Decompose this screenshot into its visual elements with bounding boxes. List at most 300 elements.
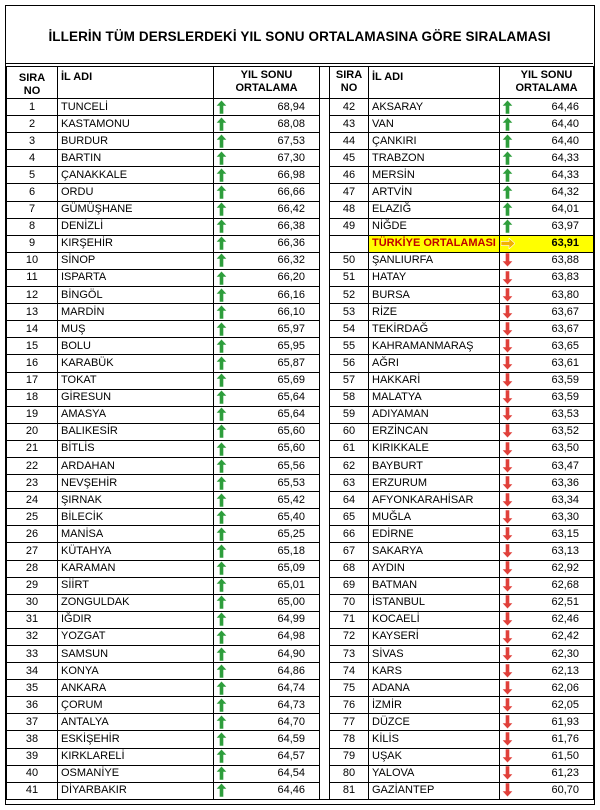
trend-cell xyxy=(214,133,230,150)
trend-cell xyxy=(500,765,516,782)
trend-cell xyxy=(214,680,230,697)
il-adi-cell: KONYA xyxy=(58,663,214,680)
ortalama-cell: 63,83 xyxy=(516,269,594,286)
il-adi-cell: ARDAHAN xyxy=(58,457,214,474)
il-adi-cell: AĞRI xyxy=(369,355,500,372)
il-adi-cell: OSMANİYE xyxy=(58,765,214,782)
trend-cell xyxy=(214,526,230,543)
ranking-table xyxy=(6,66,594,800)
trend-cell xyxy=(214,628,230,645)
table-row xyxy=(7,560,594,577)
trend-cell xyxy=(500,235,516,252)
arrow-up-icon xyxy=(216,647,227,661)
header-sira-no-left: SIRA NO xyxy=(7,67,58,99)
il-adi-cell: HAKKARİ xyxy=(369,372,500,389)
il-adi-cell: UŞAK xyxy=(369,748,500,765)
arrow-down-icon xyxy=(502,305,513,319)
trend-cell xyxy=(214,714,230,731)
sira-no-cell: 70 xyxy=(330,594,369,611)
ortalama-cell: 64,90 xyxy=(230,646,320,663)
document-frame xyxy=(5,5,595,805)
il-adi-cell: KARAMAN xyxy=(58,560,214,577)
trend-cell xyxy=(500,560,516,577)
arrow-up-icon xyxy=(216,459,227,473)
column-gap xyxy=(320,594,330,611)
column-gap xyxy=(320,628,330,645)
trend-cell xyxy=(500,287,516,304)
il-adi-cell: ÇORUM xyxy=(58,697,214,714)
trend-cell xyxy=(500,304,516,321)
sira-no-cell: 37 xyxy=(7,714,58,731)
trend-cell xyxy=(214,252,230,269)
sira-no-cell: 15 xyxy=(7,338,58,355)
ortalama-cell: 64,40 xyxy=(516,116,594,133)
arrow-down-icon xyxy=(502,253,513,267)
sira-no-cell: 10 xyxy=(7,252,58,269)
sira-no-cell: 41 xyxy=(7,782,58,799)
column-gap xyxy=(320,543,330,560)
sira-no-cell: 13 xyxy=(7,304,58,321)
page-title: İLLERİN TÜM DERSLERDEKİ YIL SONU ORTALAMASINA GÖRE SIRALAMASI xyxy=(48,29,551,44)
sira-no-cell: 77 xyxy=(330,714,369,731)
trend-cell xyxy=(214,287,230,304)
column-gap xyxy=(320,167,330,184)
trend-cell xyxy=(500,167,516,184)
turkiye-ortalamasi-value: 63,91 xyxy=(516,235,594,252)
title-box xyxy=(6,6,593,64)
arrow-down-icon xyxy=(502,664,513,678)
sira-no-cell: 17 xyxy=(7,372,58,389)
sira-no-cell: 20 xyxy=(7,423,58,440)
sira-no-cell: 58 xyxy=(330,389,369,406)
il-adi-cell: MERSİN xyxy=(369,167,500,184)
il-adi-cell: KARS xyxy=(369,663,500,680)
arrow-down-icon xyxy=(502,612,513,626)
ortalama-cell: 65,42 xyxy=(230,492,320,509)
ortalama-cell: 66,98 xyxy=(230,167,320,184)
trend-cell xyxy=(214,748,230,765)
column-gap xyxy=(320,423,330,440)
header-ortalama-left: YIL SONU ORTALAMA xyxy=(214,67,320,99)
trend-cell xyxy=(500,321,516,338)
arrow-up-icon xyxy=(216,339,227,353)
arrow-down-icon xyxy=(502,356,513,370)
column-gap xyxy=(320,116,330,133)
table-row xyxy=(7,133,594,150)
sira-no-cell: 12 xyxy=(7,287,58,304)
trend-cell xyxy=(500,663,516,680)
sira-no-cell: 38 xyxy=(7,731,58,748)
il-adi-cell: KOCAELİ xyxy=(369,611,500,628)
trend-cell xyxy=(214,765,230,782)
ortalama-cell: 63,97 xyxy=(516,218,594,235)
sira-no-cell: 73 xyxy=(330,646,369,663)
ortalama-cell: 63,13 xyxy=(516,543,594,560)
ortalama-cell: 64,54 xyxy=(230,765,320,782)
il-adi-cell: DENİZLİ xyxy=(58,218,214,235)
table-row xyxy=(7,646,594,663)
trend-cell xyxy=(214,167,230,184)
trend-cell xyxy=(500,372,516,389)
trend-cell xyxy=(214,731,230,748)
ortalama-cell: 65,25 xyxy=(230,526,320,543)
table-row xyxy=(7,287,594,304)
ortalama-cell: 63,59 xyxy=(516,372,594,389)
sira-no-cell: 57 xyxy=(330,372,369,389)
trend-cell xyxy=(500,423,516,440)
arrow-down-icon xyxy=(502,476,513,490)
sira-no-cell: 44 xyxy=(330,133,369,150)
ortalama-cell: 64,74 xyxy=(230,680,320,697)
column-gap xyxy=(320,457,330,474)
sira-no-cell: 54 xyxy=(330,321,369,338)
sira-no-cell: 40 xyxy=(7,765,58,782)
sira-no-cell: 19 xyxy=(7,406,58,423)
arrow-up-icon xyxy=(216,612,227,626)
ortalama-cell: 61,23 xyxy=(516,765,594,782)
trend-cell xyxy=(500,731,516,748)
column-gap xyxy=(320,99,330,116)
sira-no-cell: 27 xyxy=(7,543,58,560)
ortalama-cell: 65,87 xyxy=(230,355,320,372)
sira-no-cell: 45 xyxy=(330,150,369,167)
il-adi-cell: GAZİANTEP xyxy=(369,782,500,799)
sira-no-cell: 64 xyxy=(330,492,369,509)
il-adi-cell: DÜZCE xyxy=(369,714,500,731)
sira-no-cell: 79 xyxy=(330,748,369,765)
ortalama-cell: 62,30 xyxy=(516,646,594,663)
table-row xyxy=(7,304,594,321)
trend-cell xyxy=(500,680,516,697)
sira-no-cell: 6 xyxy=(7,184,58,201)
ortalama-cell: 65,95 xyxy=(230,338,320,355)
il-adi-cell: SAMSUN xyxy=(58,646,214,663)
trend-cell xyxy=(500,475,516,492)
arrow-up-icon xyxy=(216,544,227,558)
column-gap xyxy=(320,287,330,304)
table-row xyxy=(7,389,594,406)
trend-cell xyxy=(214,457,230,474)
arrow-up-icon xyxy=(216,322,227,336)
ortalama-cell: 61,76 xyxy=(516,731,594,748)
column-gap xyxy=(320,440,330,457)
arrow-down-icon xyxy=(502,322,513,336)
il-adi-cell: IĞDIR xyxy=(58,611,214,628)
trend-cell xyxy=(214,184,230,201)
sira-no-cell xyxy=(330,235,369,252)
arrow-down-icon xyxy=(502,544,513,558)
trend-cell xyxy=(214,594,230,611)
sira-no-cell: 52 xyxy=(330,287,369,304)
trend-cell xyxy=(214,663,230,680)
sira-no-cell: 53 xyxy=(330,304,369,321)
arrow-down-icon xyxy=(502,390,513,404)
arrow-down-icon xyxy=(502,561,513,575)
trend-cell xyxy=(214,492,230,509)
column-gap xyxy=(320,475,330,492)
sira-no-cell: 81 xyxy=(330,782,369,799)
sira-no-cell: 21 xyxy=(7,440,58,457)
arrow-down-icon xyxy=(502,595,513,609)
arrow-down-icon xyxy=(502,783,513,797)
arrow-up-icon xyxy=(216,595,227,609)
ortalama-cell: 64,98 xyxy=(230,628,320,645)
arrow-up-icon xyxy=(216,664,227,678)
trend-cell xyxy=(214,509,230,526)
il-adi-cell: AYDIN xyxy=(369,560,500,577)
arrow-down-icon xyxy=(502,339,513,353)
trend-cell xyxy=(214,406,230,423)
arrow-down-icon xyxy=(502,407,513,421)
ortalama-cell: 62,42 xyxy=(516,628,594,645)
ortalama-cell: 63,61 xyxy=(516,355,594,372)
turkiye-ortalamasi-label: TÜRKİYE ORTALAMASI xyxy=(369,235,500,252)
column-gap xyxy=(320,663,330,680)
sira-no-cell: 34 xyxy=(7,663,58,680)
ortalama-cell: 64,32 xyxy=(516,184,594,201)
trend-cell xyxy=(500,218,516,235)
arrow-down-icon xyxy=(502,459,513,473)
column-gap xyxy=(320,646,330,663)
ortalama-cell: 66,20 xyxy=(230,269,320,286)
arrow-down-icon xyxy=(502,681,513,695)
sira-no-cell: 28 xyxy=(7,560,58,577)
trend-cell xyxy=(214,269,230,286)
trend-cell xyxy=(500,184,516,201)
column-gap xyxy=(320,235,330,252)
arrow-up-icon xyxy=(216,715,227,729)
column-gap xyxy=(320,67,330,99)
trend-cell xyxy=(214,355,230,372)
ortalama-cell: 61,93 xyxy=(516,714,594,731)
trend-cell xyxy=(214,577,230,594)
arrow-up-icon xyxy=(216,630,227,644)
sira-no-cell: 61 xyxy=(330,440,369,457)
trend-cell xyxy=(214,782,230,799)
arrow-up-icon xyxy=(216,151,227,165)
arrow-up-icon xyxy=(216,561,227,575)
ortalama-cell: 66,42 xyxy=(230,201,320,218)
ortalama-cell: 64,46 xyxy=(230,782,320,799)
table-row xyxy=(7,594,594,611)
table-row xyxy=(7,218,594,235)
ranking-rows xyxy=(7,99,594,800)
sira-no-cell: 65 xyxy=(330,509,369,526)
il-adi-cell: BATMAN xyxy=(369,577,500,594)
header-il-adi-left: İL ADI xyxy=(58,67,214,99)
trend-cell xyxy=(500,526,516,543)
sira-no-cell: 31 xyxy=(7,611,58,628)
arrow-down-icon xyxy=(502,732,513,746)
sira-no-cell: 46 xyxy=(330,167,369,184)
arrow-down-icon xyxy=(502,527,513,541)
il-adi-cell: BAYBURT xyxy=(369,457,500,474)
arrow-down-icon xyxy=(502,578,513,592)
ortalama-cell: 65,97 xyxy=(230,321,320,338)
arrow-up-icon xyxy=(502,202,513,216)
trend-cell xyxy=(500,748,516,765)
il-adi-cell: AFYONKARAHİSAR xyxy=(369,492,500,509)
table-row xyxy=(7,184,594,201)
trend-cell xyxy=(500,509,516,526)
trend-cell xyxy=(500,594,516,611)
sira-no-cell: 36 xyxy=(7,697,58,714)
sira-no-cell: 60 xyxy=(330,423,369,440)
trend-cell xyxy=(500,338,516,355)
table-row xyxy=(7,355,594,372)
table-row xyxy=(7,611,594,628)
arrow-up-icon xyxy=(502,100,513,114)
ortalama-cell: 60,70 xyxy=(516,782,594,799)
il-adi-cell: ESKİŞEHİR xyxy=(58,731,214,748)
column-gap xyxy=(320,355,330,372)
column-gap xyxy=(320,372,330,389)
sira-no-cell: 22 xyxy=(7,457,58,474)
sira-no-cell: 24 xyxy=(7,492,58,509)
trend-cell xyxy=(214,611,230,628)
sira-no-cell: 26 xyxy=(7,526,58,543)
ortalama-cell: 66,38 xyxy=(230,218,320,235)
ortalama-cell: 62,13 xyxy=(516,663,594,680)
table-row xyxy=(7,577,594,594)
arrow-down-icon xyxy=(502,373,513,387)
table-row xyxy=(7,526,594,543)
sira-no-cell: 71 xyxy=(330,611,369,628)
header-row xyxy=(7,67,594,99)
ortalama-cell: 65,60 xyxy=(230,423,320,440)
arrow-up-icon xyxy=(216,527,227,541)
il-adi-cell: İZMİR xyxy=(369,697,500,714)
arrow-up-icon xyxy=(216,100,227,114)
ortalama-cell: 66,10 xyxy=(230,304,320,321)
il-adi-cell: ARTVİN xyxy=(369,184,500,201)
sira-no-cell: 8 xyxy=(7,218,58,235)
il-adi-cell: BURDUR xyxy=(58,133,214,150)
il-adi-cell: SİNOP xyxy=(58,252,214,269)
trend-cell xyxy=(500,269,516,286)
arrow-down-icon xyxy=(502,749,513,763)
trend-cell xyxy=(214,646,230,663)
il-adi-cell: YOZGAT xyxy=(58,628,214,645)
il-adi-cell: GİRESUN xyxy=(58,389,214,406)
il-adi-cell: BİTLİS xyxy=(58,440,214,457)
arrow-up-icon xyxy=(216,390,227,404)
sira-no-cell: 3 xyxy=(7,133,58,150)
il-adi-cell: KAYSERİ xyxy=(369,628,500,645)
ortalama-cell: 65,64 xyxy=(230,389,320,406)
ortalama-cell: 65,00 xyxy=(230,594,320,611)
ortalama-cell: 66,36 xyxy=(230,235,320,252)
il-adi-cell: MARDİN xyxy=(58,304,214,321)
trend-cell xyxy=(214,150,230,167)
trend-cell xyxy=(500,440,516,457)
ortalama-cell: 62,05 xyxy=(516,697,594,714)
il-adi-cell: KİLİS xyxy=(369,731,500,748)
sira-no-cell: 30 xyxy=(7,594,58,611)
ortalama-cell: 63,67 xyxy=(516,304,594,321)
sira-no-cell: 63 xyxy=(330,475,369,492)
il-adi-cell: EDİRNE xyxy=(369,526,500,543)
ortalama-cell: 63,65 xyxy=(516,338,594,355)
ortalama-cell: 68,94 xyxy=(230,99,320,116)
sira-no-cell: 76 xyxy=(330,697,369,714)
arrow-down-icon xyxy=(502,424,513,438)
ortalama-cell: 64,46 xyxy=(516,99,594,116)
il-adi-cell: ELAZIĞ xyxy=(369,201,500,218)
arrow-up-icon xyxy=(502,185,513,199)
arrow-up-icon xyxy=(216,356,227,370)
ortalama-cell: 64,40 xyxy=(516,133,594,150)
column-gap xyxy=(320,406,330,423)
sira-no-cell: 5 xyxy=(7,167,58,184)
table-row xyxy=(7,543,594,560)
arrow-up-icon xyxy=(216,476,227,490)
il-adi-cell: ADIYAMAN xyxy=(369,406,500,423)
trend-cell xyxy=(500,355,516,372)
il-adi-cell: MUŞ xyxy=(58,321,214,338)
trend-cell xyxy=(214,440,230,457)
ortalama-cell: 64,70 xyxy=(230,714,320,731)
arrow-up-icon xyxy=(216,424,227,438)
ortalama-cell: 63,15 xyxy=(516,526,594,543)
il-adi-cell: ORDU xyxy=(58,184,214,201)
il-adi-cell: BİNGÖL xyxy=(58,287,214,304)
sira-no-cell: 25 xyxy=(7,509,58,526)
arrow-up-icon xyxy=(216,271,227,285)
trend-cell xyxy=(214,475,230,492)
sira-no-cell: 33 xyxy=(7,646,58,663)
table-row xyxy=(7,99,594,116)
il-adi-cell: GÜMÜŞHANE xyxy=(58,201,214,218)
table-row xyxy=(7,406,594,423)
arrow-up-icon xyxy=(216,732,227,746)
table-row xyxy=(7,748,594,765)
table-row xyxy=(7,372,594,389)
ortalama-cell: 64,33 xyxy=(516,167,594,184)
ortalama-cell: 65,69 xyxy=(230,372,320,389)
il-adi-cell: KÜTAHYA xyxy=(58,543,214,560)
il-adi-cell: KARABÜK xyxy=(58,355,214,372)
trend-cell xyxy=(214,304,230,321)
il-adi-cell: VAN xyxy=(369,116,500,133)
ortalama-cell: 63,80 xyxy=(516,287,594,304)
table-row xyxy=(7,150,594,167)
arrow-down-icon xyxy=(502,442,513,456)
ortalama-cell: 65,09 xyxy=(230,560,320,577)
ortalama-cell: 62,68 xyxy=(516,577,594,594)
table-row xyxy=(7,680,594,697)
arrow-down-icon xyxy=(502,288,513,302)
sira-no-cell: 50 xyxy=(330,252,369,269)
trend-cell xyxy=(214,697,230,714)
trend-cell xyxy=(500,697,516,714)
trend-cell xyxy=(500,457,516,474)
il-adi-cell: BOLU xyxy=(58,338,214,355)
sira-no-cell: 78 xyxy=(330,731,369,748)
trend-cell xyxy=(214,543,230,560)
il-adi-cell: KIRŞEHİR xyxy=(58,235,214,252)
trend-cell xyxy=(500,150,516,167)
il-adi-cell: ADANA xyxy=(369,680,500,697)
column-gap xyxy=(320,150,330,167)
sira-no-cell: 42 xyxy=(330,99,369,116)
arrow-down-icon xyxy=(502,630,513,644)
ortalama-cell: 62,06 xyxy=(516,680,594,697)
sira-no-cell: 59 xyxy=(330,406,369,423)
il-adi-cell: ERZURUM xyxy=(369,475,500,492)
sira-no-cell: 49 xyxy=(330,218,369,235)
ortalama-cell: 62,51 xyxy=(516,594,594,611)
